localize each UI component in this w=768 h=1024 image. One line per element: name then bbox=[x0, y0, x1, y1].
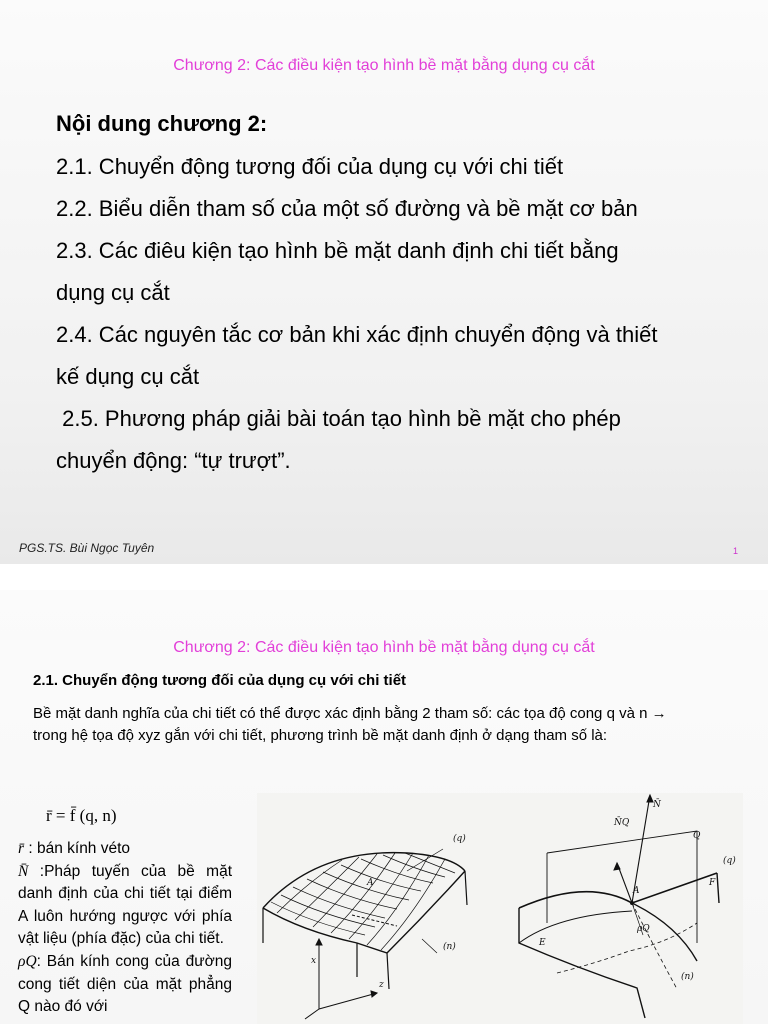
r-definition: : bán kính véto bbox=[24, 840, 131, 857]
chapter-title: Chương 2: Các điều kiện tạo hình bề mặt bằng dụng cụ cắt bbox=[173, 57, 595, 74]
contents-line: chuyển động: “tự trượt”. bbox=[56, 448, 291, 473]
label-z: z bbox=[379, 980, 384, 990]
surface-formula: r̄ = f̄ (q, n) bbox=[46, 806, 117, 825]
surface-figure bbox=[257, 793, 743, 1024]
definitions bbox=[18, 838, 232, 1019]
section-title: 2.1. Chuyển động tương đối của dụng cụ với chi tiết bbox=[33, 672, 407, 689]
rho-definition: : Bán kính cong của đường cong tiết diện của mặt phẳng Q nào đó với bbox=[18, 952, 232, 1016]
slide-2 bbox=[0, 590, 768, 1024]
label-n-left: (n) bbox=[443, 942, 456, 952]
intro-paragraph: Bề mặt danh nghĩa của chi tiết có thể được xác định bằng 2 tham số: các tọa độ cong q và n → trong hệ tọa độ xyz gắn với chi tiết, phương trình bề mặt danh định ở dạng tham số là: bbox=[33, 705, 667, 744]
rho-symbol: ρQ bbox=[18, 952, 37, 970]
r-symbol: r̄ bbox=[18, 840, 25, 857]
label-e: E bbox=[539, 938, 546, 948]
contents-list bbox=[56, 146, 736, 482]
contents-line: 2.4. Các nguyên tắc cơ bản khi xác định chuyển động và thiết bbox=[56, 322, 658, 347]
contents-line: 2.1. Chuyển động tương đối của dụng cụ với chi tiết bbox=[56, 154, 564, 179]
label-q-plane: Q bbox=[693, 831, 701, 841]
contents-line: dụng cụ cắt bbox=[56, 280, 170, 305]
contents-heading: Nội dung chương 2: bbox=[56, 111, 268, 136]
contents-line: kế dụng cụ cắt bbox=[56, 364, 200, 389]
label-rho: ρQ bbox=[637, 924, 650, 934]
label-n-right: (n) bbox=[681, 972, 694, 982]
label-a-right: A bbox=[633, 886, 640, 896]
chapter-title: Chương 2: Các điều kiện tạo hình bề mặt bằng dụng cụ cắt bbox=[173, 639, 595, 656]
page-number: 1 bbox=[733, 546, 739, 556]
surface-diagram bbox=[257, 793, 743, 1024]
label-a-left: A bbox=[367, 878, 374, 888]
n-symbol: N̄ bbox=[18, 862, 29, 880]
contents-line: 2.3. Các điêu kiện tạo hình bề mặt danh định chi tiết bằng bbox=[56, 238, 619, 263]
contents-line: 2.5. Phương pháp giải bài toán tạo hình bề mặt cho phép bbox=[56, 406, 621, 431]
author-footer: PGS.TS. Bùi Ngọc Tuyên bbox=[19, 541, 155, 555]
label-f: F bbox=[709, 878, 716, 888]
contents-line: 2.2. Biểu diễn tham số của một số đường và bề mặt cơ bản bbox=[56, 196, 638, 221]
label-x: x bbox=[311, 956, 317, 966]
n-definition: :Pháp tuyến của bề mặt danh định của chi tiết tại điểm A luôn hướng ngược với phía vật liệu (phía đặc) của chi tiết. bbox=[18, 862, 232, 948]
label-n-vector: N̄ bbox=[653, 800, 661, 810]
label-q-right: (q) bbox=[723, 856, 736, 866]
label-q-left: (q) bbox=[453, 834, 466, 844]
label-nq-vector: N̄Q bbox=[614, 818, 630, 828]
